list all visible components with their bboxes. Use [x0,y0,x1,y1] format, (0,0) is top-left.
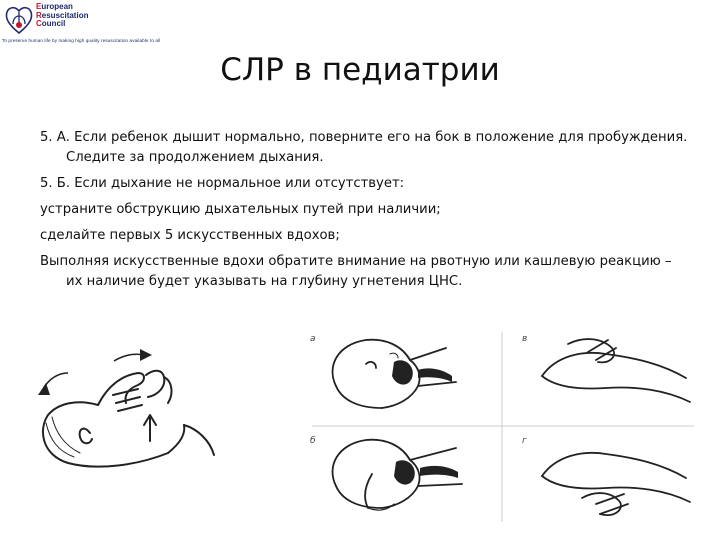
airway-panels-drawing [306,326,700,528]
page-title: СЛР в педиатрии [220,52,500,88]
panel-label-v: в [522,334,528,344]
logo-line-2: Resuscitation [36,10,89,20]
paragraph-breaths: сделайте первых 5 искусственных вдохов; [40,228,340,243]
head-tilt-illustration [28,345,218,473]
logo-wordmark [36,3,88,29]
paragraph-5b: 5. Б. Если дыхание не нормальное или отсутствует: [40,176,405,191]
body-text [40,128,690,298]
panel-label-b: б [310,436,316,446]
paragraph-airway: устраните обструкцию дыхательных путей при наличии; [40,202,441,217]
airway-panels-illustration [306,326,700,528]
erc-logo [0,0,161,50]
panel-label-g: г [522,436,527,446]
panel-label-a: а [310,334,316,344]
logo-line-1: European [36,2,73,11]
paragraph-reaction: Выполняя искусственные вдохи обратите внимание на рвотную или кашлевую реакцию – их наличие будет указывать на глубину угнетения ЦНС. [40,254,672,289]
paragraph-5a: 5. А. Если ребенок дышит нормально, поверните его на бок в положение для пробуждения. Следите за продолжением дыхания. [40,130,688,165]
logo-tagline: To preserve human life by making high quality resuscitation available to all [2,38,161,43]
logo-line-3: Council [36,19,66,29]
heart-lungs-icon [4,4,34,36]
head-tilt-drawing [28,345,218,473]
